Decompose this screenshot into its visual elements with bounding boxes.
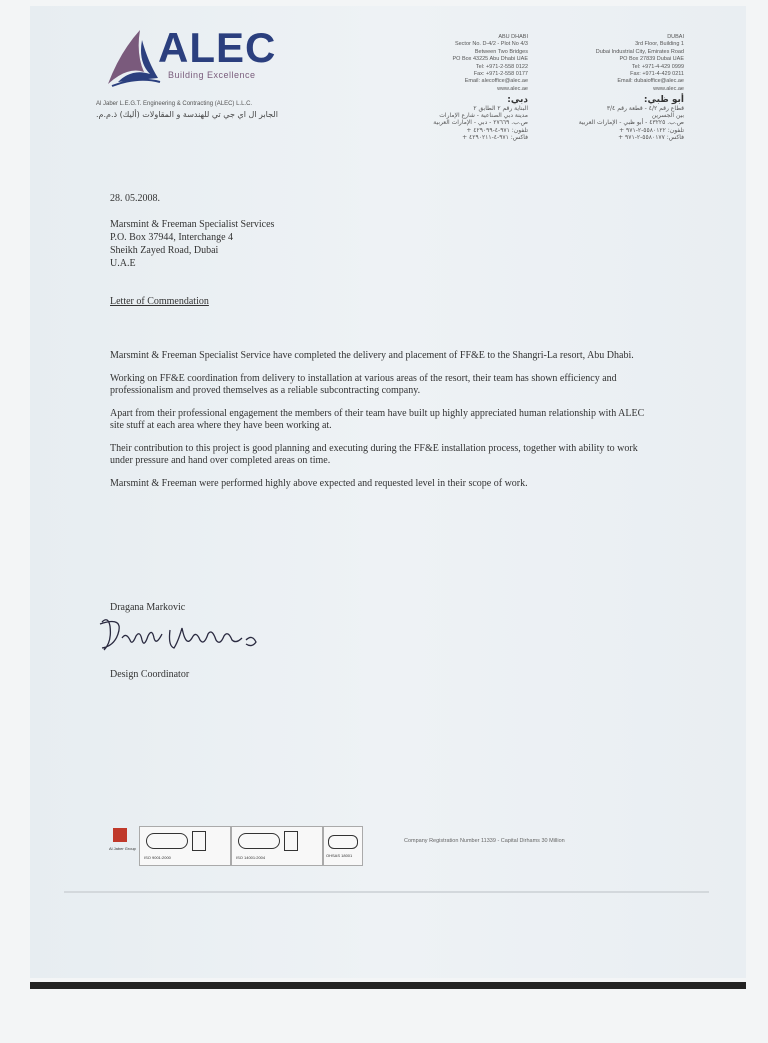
legal-name-ar: الجابر ال اي جي تي للهندسة و المقاولات (أليك) ذ.م.م.	[96, 110, 278, 119]
al-jaber-group-logo: Al Jaber Group	[109, 826, 133, 864]
recipient-address: Marsmint & Freeman Specialist Services P.O. Box 37944, Interchange 4 Sheikh Zayed Road, Dubai U.A.E	[110, 219, 275, 269]
handwritten-signature	[96, 612, 266, 656]
paragraph: Working on FF&E coordination from delivery to installation at various areas of the resort, their team has shown efficiency and professionalism and proved themselves as a reliable subcontracting company.	[110, 373, 617, 396]
signer-title: Design Coordinator	[110, 669, 190, 680]
address-dubai: DUBAI 3rd Floor, Building 1 Dubai Industrial City, Emirates Road PO Box 27839 Dubai UAE Tel: +971-4-429 0999 Fax: +971-4-429 0211 Email: dubaioffice@alec.ae www.alec.ae أبو ظبي: قطاع رقم ٤/٢ - قطعة رقم ٣/٤ بين الجسرين ص.ب. ٤٣٢٢٥ - أبو ظبي - الإمارات العربية تلفون: ٥٥٨٠١٢٢-٢-٩٧١ + فاكس: ٥٥٨٠١٧٧-٢-٩٧١ +	[578, 34, 684, 142]
paragraph: Apart from their professional engagement the members of their team have built up highly appreciated human relationship with ALEC site stuff at each area where they have been working at.	[110, 408, 645, 431]
paragraph: Their contribution to this project is good planning and executing during the FF&E installation process, together with ability to work under pressure and hand over completed areas on time.	[110, 443, 638, 466]
paragraph: Marsmint & Freeman Specialist Service have completed the delivery and placement of FF&E to the Shangri-La resort, Abu Dhabi.	[110, 350, 634, 361]
paragraph: Marsmint & Freeman were performed highly above expected and requested level in their scope of work.	[110, 478, 528, 489]
iso-9001-badge: ISO 9001:2000	[139, 826, 231, 866]
letter-subject: Letter of Commendation	[110, 296, 209, 307]
divider	[64, 891, 709, 893]
letter-date: 28. 05.2008.	[110, 193, 160, 204]
letter-body	[110, 350, 655, 501]
ohsas-18001-badge: OHSAS 18001	[323, 826, 363, 866]
legal-name-en: Al Jaber L.E.G.T. Engineering & Contracting (ALEC) L.L.C.	[96, 101, 253, 107]
brand-tagline: Building Excellence	[168, 70, 256, 80]
signer-name: Dragana Markovic	[110, 602, 186, 613]
brand-name: ALEC	[158, 24, 277, 71]
address-abu-dhabi: ABU DHABI Sector No. D-4/2 - Plot No 4/3 Between Two Bridges PO Box 43225 Abu Dhabi UAE Tel: +971-2-558 0122 Fax: +971-2-558 0177 Email: alecoffice@alec.ae www.alec.ae دبي: البناية رقم ٢ الطابق ٢ مدينة دبي الصناعية - شارع الإمارات ص.ب. ٢٧٦٦٩ - دبي - الإمارات العربية تلفون: ٩٧١-٤-٤٢٩٠٩٩ + فاكس: ٩٧١-٤-٤٢٩٠٢١١ +	[433, 34, 528, 142]
company-registration: Company Registration Number 11339 - Capital Dirhams 30 Million	[404, 838, 565, 844]
scan-edge-bar	[30, 982, 746, 989]
iso-14001-badge: ISO 14001:2004	[231, 826, 323, 866]
